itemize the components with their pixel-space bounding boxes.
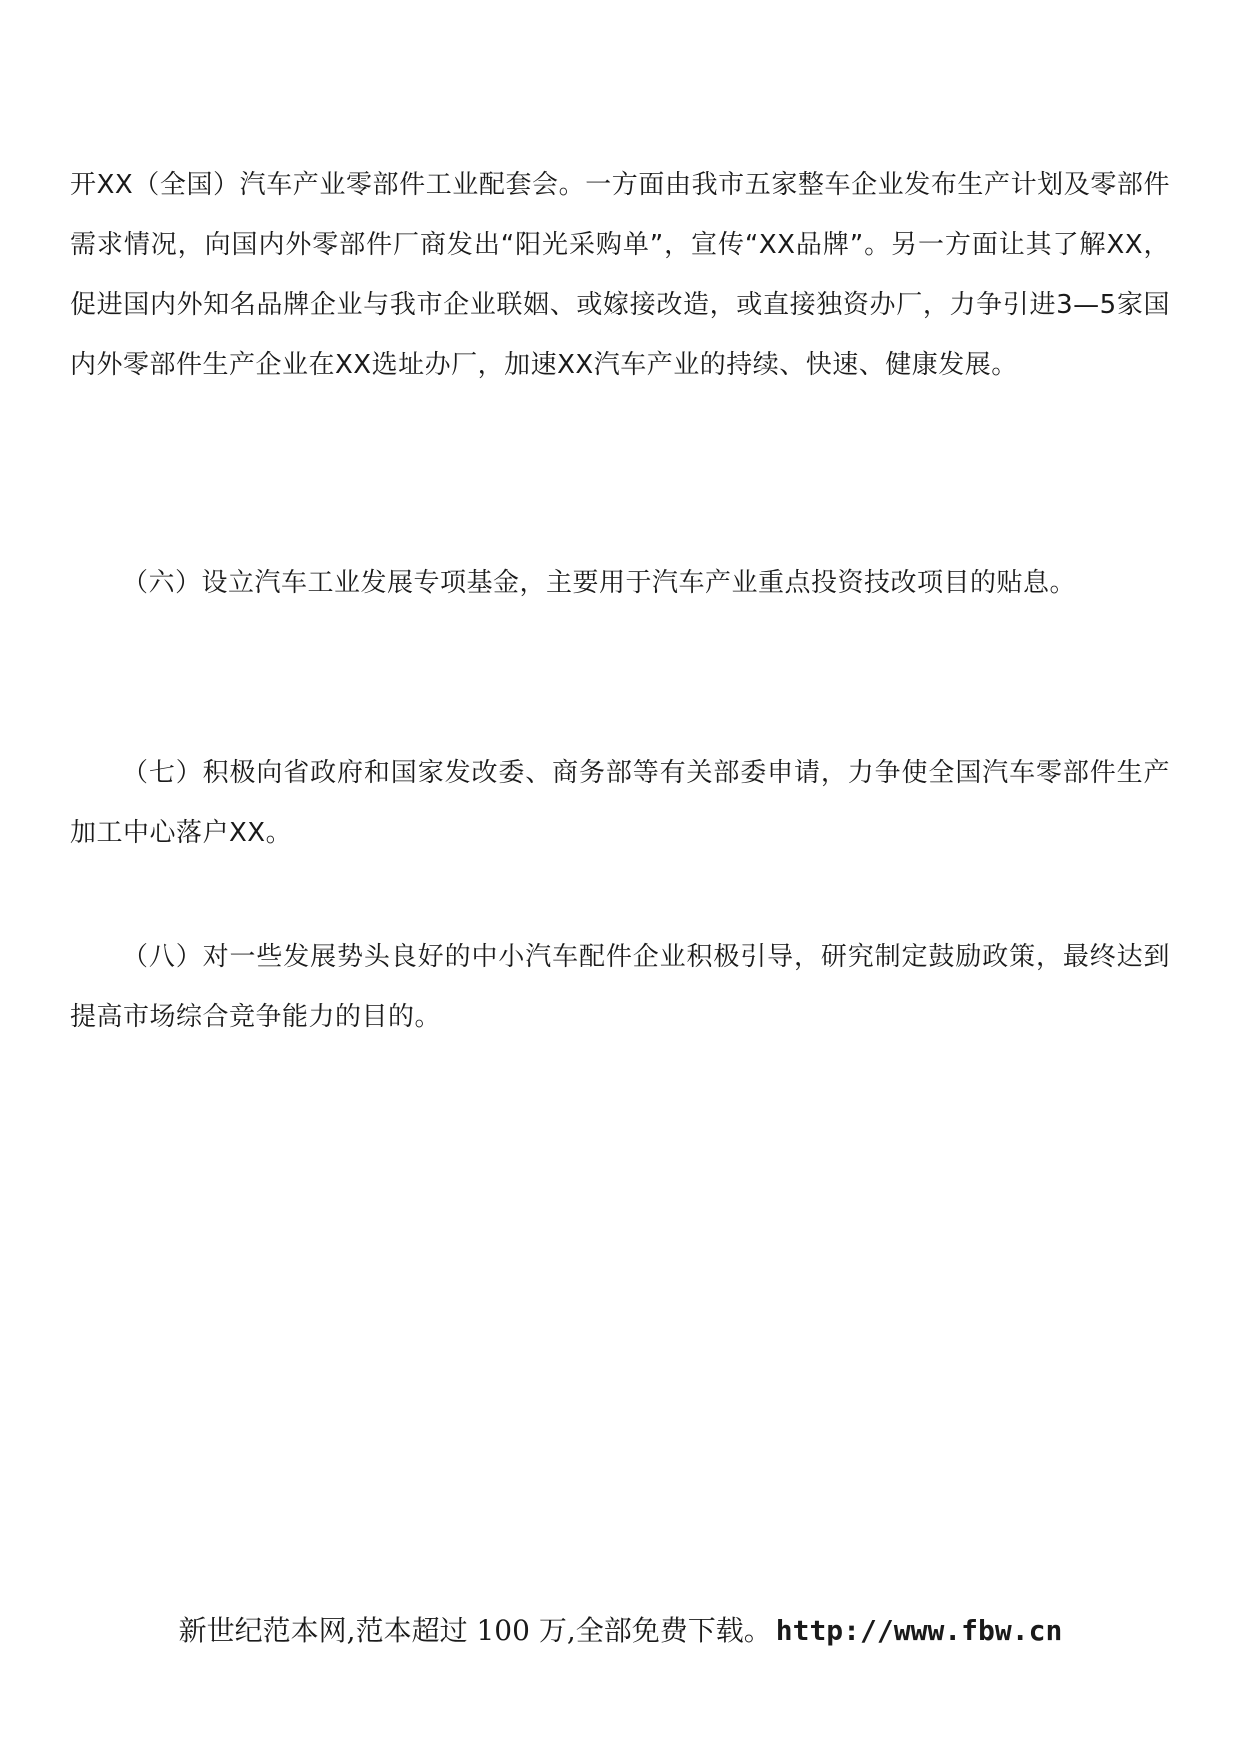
footer-text: 新世纪范本网,范本超过 100 万,全部免费下载。 [178, 1614, 772, 1647]
paragraph-item-7: （七）积极向省政府和国家发改委、商务部等有关部委申请，力争使全国汽车零部件生产加工中心落户XX。 [70, 758, 1170, 848]
page-footer [0, 1611, 1241, 1651]
footer-url-link[interactable]: http://www.fbw.cn [775, 1614, 1063, 1647]
paragraph-intro: 开XX（全国）汽车产业零部件工业配套会。一方面由我市五家整车企业发布生产计划及零部件需求情况，向国内外零部件厂商发出“阳光采购单”，宣传“XX品牌”。另一方面让其了解XX，促进国内外知名品牌企业与我市企业联姻、或嫁接改造，或直接独资办厂，力争引进3—5家国内外零部件生产企业在XX选址办厂，加速XX汽车产业的持续、快速、健康发展。 [70, 170, 1170, 380]
paragraph-item-8: （八）对一些发展势头良好的中小汽车配件企业积极引导，研究制定鼓励政策，最终达到提高市场综合竞争能力的目的。 [70, 942, 1170, 1032]
paragraph-item-6: （六）设立汽车工业发展专项基金，主要用于汽车产业重点投资技改项目的贴息。 [122, 568, 1077, 598]
